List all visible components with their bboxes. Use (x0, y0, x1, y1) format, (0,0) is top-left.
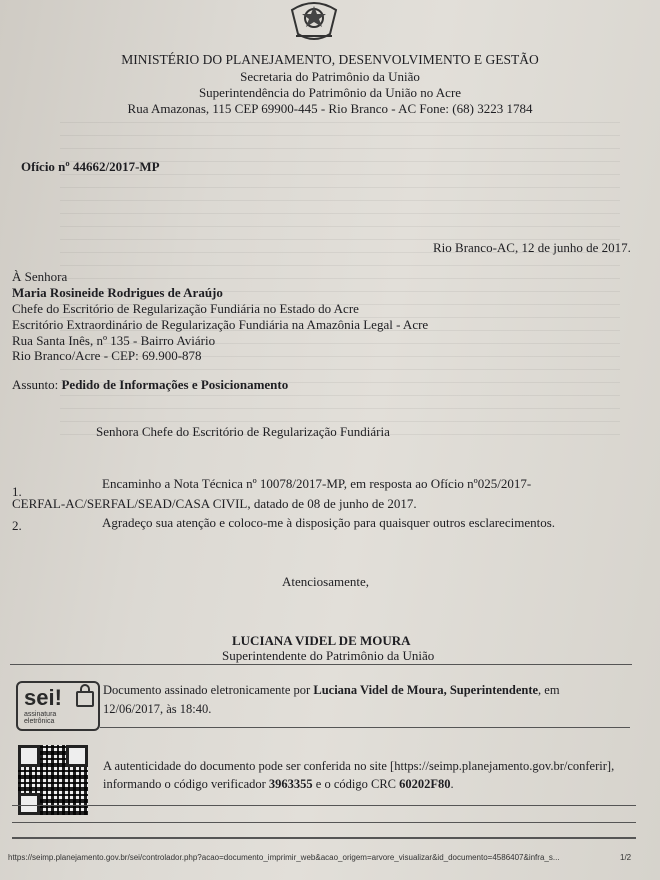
paragraph-text: Encaminho a Nota Técnica nº 10078/2017-MP, em resposta ao Ofício nº025/2017- (102, 476, 532, 491)
greeting: Senhora Chefe do Escritório de Regularização Fundiária (96, 424, 390, 439)
recipient-line: Rio Branco/Acre - CEP: 69.900-878 (12, 348, 202, 363)
sei-logo-subtitle: assinatura eletrônica (24, 711, 57, 725)
lock-icon (76, 691, 94, 707)
footer-url: https://seimp.planejamento.gov.br/sei/controlador.php?acao=documento_imprimir_web&acao_origem=arvore_visualizar&id_documento=4586407&infra_s... (8, 853, 560, 862)
subject-label: Assunto: (12, 377, 59, 392)
ministry-name: MINISTÉRIO DO PLANEJAMENTO, DESENVOLVIMENTO E GESTÃO (121, 52, 539, 67)
divider (10, 664, 632, 665)
divider (12, 822, 636, 823)
verification-site: A autenticidade do documento pode ser conferida no site [https://seimp.planejamento.gov.br/conferir], (103, 759, 615, 773)
signature-datetime: 12/06/2017, às 18:40. (103, 702, 212, 716)
recipient-salutation: À Senhora (12, 269, 68, 284)
closing: Atenciosamente, (282, 574, 369, 589)
paragraph-number: 1. (12, 484, 22, 499)
signer-title: Superintendente do Patrimônio da União (222, 648, 435, 663)
place-date: Rio Branco-AC, 12 de junho de 2017. (433, 240, 631, 255)
recipient-line: Escritório Extraordinário de Regularização Fundiária na Amazônia Legal - Acre (12, 317, 429, 332)
subject-line (12, 377, 288, 393)
footer-page-number: 1/2 (620, 853, 632, 862)
recipient-line: Chefe do Escritório de Regularização Fundiária no Estado do Acre (12, 301, 359, 316)
recipient-line: Rua Santa Inês, nº 135 - Bairro Aviário (12, 333, 216, 348)
sei-logo-word: sei! (24, 685, 62, 710)
signature-statement: Documento assinado eletronicamente por Luciana Videl de Moura, Superintendente, em (103, 683, 560, 697)
recipient-name: Maria Rosineide Rodrigues de Araújo (12, 285, 223, 300)
verification-codes: informando o código verificador 3963355 e o código CRC 60202F80. (103, 777, 454, 791)
divider (12, 805, 636, 806)
document-number: Ofício nº 44662/2017-MP (21, 159, 160, 174)
divider (12, 837, 636, 839)
subject-text: Pedido de Informações e Posicionamento (61, 377, 289, 392)
header-address: Rua Amazonas, 115 CEP 69900-445 - Rio Branco - AC Fone: (68) 3223 1784 (127, 101, 533, 116)
sei-signature-logo (16, 681, 100, 731)
divider (100, 727, 630, 728)
paragraph-number: 2. (12, 518, 22, 533)
coat-of-arms-icon (286, 0, 342, 44)
paragraph-text: CERFAL-AC/SERFAL/SEAD/CASA CIVIL, datado de 08 de junho de 2017. (12, 496, 417, 511)
paragraph-text: Agradeço sua atenção e coloco-me à disposição para quaisquer outros esclarecimentos. (102, 515, 556, 530)
superintendency-name: Superintendência do Patrimônio da União no Acre (198, 85, 462, 100)
secretariat-name: Secretaria do Patrimônio da União (240, 69, 420, 84)
signer-name: LUCIANA VIDEL DE MOURA (232, 633, 411, 648)
